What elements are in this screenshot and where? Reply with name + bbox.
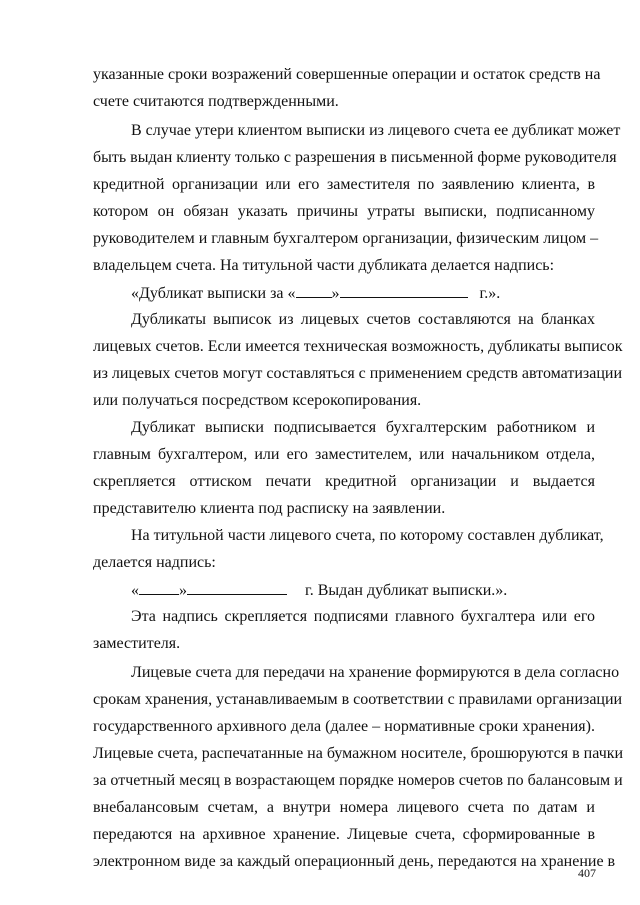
- formula-open: «Дубликат выписки за «: [131, 285, 296, 302]
- text-line-8: владельцем счета. На титульной части дубликата делается надпись:: [93, 257, 555, 274]
- month-blank-2: [187, 581, 287, 595]
- text-line-26: внебалансовым счетам, а внутри номера лицевого счета по датам и: [93, 799, 595, 816]
- text-line-1: указанные сроки возражений совершенные операции и остаток средств на: [93, 66, 601, 83]
- text-line-5: кредитной организации или его заместителя по заявлению клиента, в: [93, 176, 595, 193]
- day-blank: [296, 284, 332, 298]
- day-blank-2: [139, 581, 179, 595]
- text-line-11: из лицевых счетов могут составляться с применением средств автоматизации: [93, 365, 623, 382]
- text-line-17: На титульной части лицевого счета, по которому составлен дубликат,: [131, 527, 604, 544]
- text-line-12: или получаться посредством ксерокопирования.: [93, 392, 422, 409]
- text-line-18: делается надпись:: [93, 554, 216, 571]
- text-line-23: государственного архивного дела (далее – нормативные сроки хранения).: [93, 718, 595, 735]
- text-line-20: заместителя.: [93, 635, 181, 652]
- formula-end: г.».: [479, 285, 501, 302]
- text-line-2: счете считаются подтвержденными.: [93, 93, 339, 110]
- text-line-16: представителю клиента под расписку на заявлении.: [93, 500, 446, 517]
- text-line-9: Дубликаты выписок из лицевых счетов составляются на бланках: [131, 311, 595, 328]
- text-line-13: Дубликат выписки подписывается бухгалтерским работником и: [131, 419, 595, 436]
- text-line-27: передаются на архивное хранение. Лицевые счета, сформированные в: [93, 826, 595, 843]
- text-line-3: В случае утери клиентом выписки из лицевого счета ее дубликат может: [131, 122, 621, 139]
- text-line-25: за отчетный месяц в возрастающем порядке номеров счетов по балансовым и: [93, 772, 623, 789]
- issued-formula-line: [131, 581, 595, 600]
- text-line-15: скрепляется оттиском печати кредитной организации и выдается: [93, 473, 595, 490]
- text-line-4: быть выдан клиенту только с разрешения в письменной форме руководителя: [93, 149, 617, 166]
- text-line-21: Лицевые счета для передачи на хранение формируются в дела согласно: [131, 664, 620, 681]
- text-line-22: срокам хранения, устанавливаемым в соответствии с правилами организации: [93, 691, 623, 708]
- formula2-open: «: [131, 582, 139, 599]
- formula-mid: »: [331, 285, 340, 302]
- text-line-19: Эта надпись скрепляется подписями главного бухгалтера или его: [131, 608, 595, 625]
- text-line-24: Лицевые счета, распечатанные на бумажном носителе, брошюруются в пачки: [93, 745, 624, 762]
- duplicate-formula-line: [131, 284, 595, 303]
- text-line-14: главным бухгалтером, или его заместителем, или начальником отдела,: [93, 446, 595, 463]
- formula2-end: г. Выдан дубликат выписки.».: [305, 582, 508, 599]
- text-line-28: электронном виде за каждый операционный день, передаются на хранение в: [93, 853, 616, 870]
- month-blank: [340, 284, 468, 298]
- page-number: 407: [578, 866, 596, 880]
- text-line-10: лицевых счетов. Если имеется техническая возможность, дубликаты выписок: [93, 338, 623, 355]
- text-line-7: руководителем и главным бухгалтером организации, физическим лицом –: [93, 230, 599, 247]
- formula2-mid: »: [179, 582, 187, 599]
- text-line-6: котором он обязан указать причины утраты выписки, подписанному: [93, 203, 595, 220]
